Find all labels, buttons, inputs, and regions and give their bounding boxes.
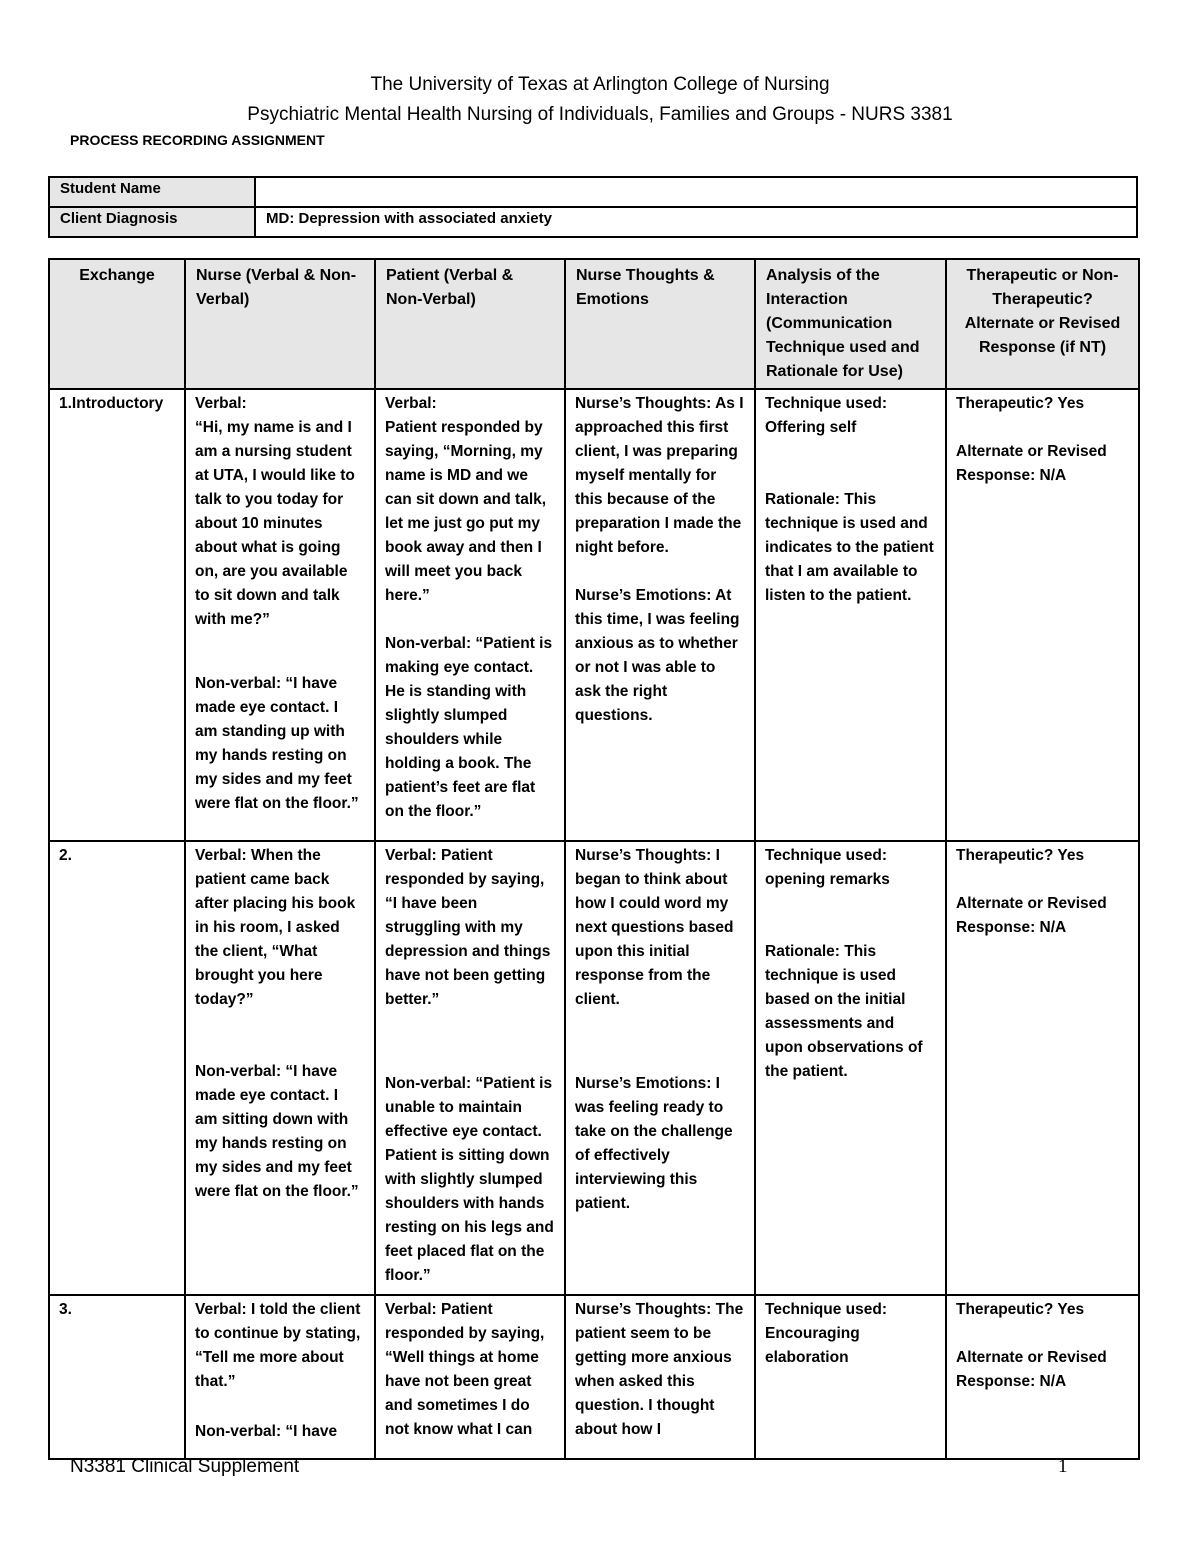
- nurse-verbal: Verbal: When the patient came back after placing his book in his room, I asked the client, “What brought you here today?”: [195, 847, 356, 1008]
- technique-used: Technique used: Offering self: [765, 395, 888, 436]
- column-header-exchange: Exchange: [49, 259, 185, 389]
- column-header-therapeutic: Therapeutic or Non-Therapeutic? Alternate or Revised Response (if NT): [946, 259, 1139, 389]
- therapeutic-cell: [946, 389, 1139, 841]
- table-row: [49, 1295, 1139, 1459]
- assignment-title: PROCESS RECORDING ASSIGNMENT: [70, 132, 325, 148]
- process-recording-table: [48, 258, 1140, 1460]
- nurse-emotions: Nurse’s Emotions: I was feeling ready to take on the challenge of effectively interviewing this patient.: [575, 1075, 733, 1212]
- therapeutic-cell: [946, 1295, 1139, 1459]
- nurse-cell: [185, 1295, 375, 1459]
- table-row: [49, 389, 1139, 841]
- nurse-nonverbal: Non-verbal: “I have made eye contact. I am sitting down with my hands resting on my sides and my feet were flat on the floor.”: [195, 1063, 359, 1200]
- nurse-nonverbal: Non-verbal: “I have: [195, 1423, 338, 1440]
- course-title: Psychiatric Mental Health Nursing of Individuals, Families and Groups - NURS 3381: [247, 104, 953, 125]
- diagnosis-label: Client Diagnosis: [49, 207, 255, 237]
- therapeutic-answer: Therapeutic? Yes: [956, 847, 1085, 864]
- page-number: 1: [1058, 1456, 1068, 1477]
- rationale: Rationale: This technique is used and indicates to the patient that I am available to listen to the patient.: [765, 491, 934, 604]
- analysis-cell: [755, 841, 946, 1295]
- nurse-nonverbal: Non-verbal: “I have made eye contact. I am standing up with my hands resting on my sides and my feet were flat on the floor.”: [195, 675, 359, 812]
- column-header-patient: Patient (Verbal & Non-Verbal): [375, 259, 565, 389]
- technique-used: Technique used: Encouraging elaboration: [765, 1301, 888, 1366]
- nurse-thoughts: Nurse’s Thoughts: As I approached this first client, I was preparing myself mentally for this because of the preparation I made the night before.: [575, 395, 744, 556]
- exchange-cell: 2.: [49, 841, 185, 1295]
- patient-cell: [375, 1295, 565, 1459]
- alternate-response: Alternate or Revised Response: N/A: [956, 895, 1107, 936]
- alternate-response: Alternate or Revised Response: N/A: [956, 1349, 1107, 1390]
- student-name-row: [49, 177, 1137, 207]
- nurse-verbal: Verbal: I told the client to continue by stating, “Tell me more about that.”: [195, 1301, 361, 1390]
- nurse-cell: [185, 841, 375, 1295]
- footer-title: N3381 Clinical Supplement: [70, 1456, 300, 1477]
- analysis-cell: [755, 1295, 946, 1459]
- column-header-nurse: Nurse (Verbal & Non-Verbal): [185, 259, 375, 389]
- patient-cell: [375, 841, 565, 1295]
- nurse-thoughts: Nurse’s Thoughts: I began to think about how I could word my next questions based upon this initial response from the client.: [575, 847, 734, 1008]
- student-name-field[interactable]: [255, 177, 1137, 207]
- thoughts-cell: [565, 1295, 755, 1459]
- alternate-response: Alternate or Revised Response: N/A: [956, 443, 1107, 484]
- technique-used: Technique used: opening remarks: [765, 847, 890, 888]
- student-name-label: Student Name: [49, 177, 255, 207]
- thoughts-cell: [565, 389, 755, 841]
- analysis-cell: [755, 389, 946, 841]
- patient-nonverbal: Non-verbal: “Patient is unable to maintain effective eye contact. Patient is sitting down with slightly slumped shoulders with hands resting on his legs and feet placed flat on the floor.”: [385, 1075, 554, 1284]
- column-header-analysis: Analysis of the Interaction (Communication Technique used and Rationale for Use): [755, 259, 946, 389]
- therapeutic-answer: Therapeutic? Yes: [956, 395, 1085, 412]
- therapeutic-cell: [946, 841, 1139, 1295]
- rationale: Rationale: This technique is used based on the initial assessments and upon observations of the patient.: [765, 943, 923, 1080]
- document-title: The University of Texas at Arlington College of Nursing: [370, 74, 830, 95]
- exchange-cell: 1.Introductory: [49, 389, 185, 841]
- nurse-emotions: Nurse’s Emotions: At this time, I was feeling anxious as to whether or not I was able to ask the right questions.: [575, 587, 740, 724]
- diagnosis-row: [49, 207, 1137, 237]
- patient-verbal: Verbal: Patient responded by saying, “Morning, my name is MD and we can sit down and talk, let me just go put my book away and then I will meet you back here.”: [385, 395, 547, 604]
- exchange-cell: 3.: [49, 1295, 185, 1459]
- column-header-thoughts: Nurse Thoughts & Emotions: [565, 259, 755, 389]
- nurse-cell: [185, 389, 375, 841]
- table-row: [49, 841, 1139, 1295]
- thoughts-cell: [565, 841, 755, 1295]
- patient-nonverbal: Non-verbal: “Patient is making eye contact. He is standing with slightly slumped shoulders while holding a book. The patient’s feet are flat on the floor.”: [385, 635, 553, 820]
- nurse-thoughts: Nurse’s Thoughts: The patient seem to be getting more anxious when asked this question. I thought about how I: [575, 1301, 744, 1438]
- student-info-table: [48, 176, 1138, 238]
- patient-cell: [375, 389, 565, 841]
- therapeutic-answer: Therapeutic? Yes: [956, 1301, 1085, 1318]
- patient-verbal: Verbal: Patient responded by saying, “Well things at home have not been great and sometimes I do not know what I can: [385, 1301, 545, 1438]
- table-header-row: [49, 259, 1139, 389]
- patient-verbal: Verbal: Patient responded by saying, “I have been struggling with my depression and things have not been getting better.”: [385, 847, 551, 1008]
- diagnosis-field[interactable]: MD: Depression with associated anxiety: [255, 207, 1137, 237]
- nurse-verbal: Verbal: “Hi, my name is and I am a nursing student at UTA, I would like to talk to you today for about 10 minutes about what is going on, are you available to sit down and talk with me?”: [195, 395, 355, 628]
